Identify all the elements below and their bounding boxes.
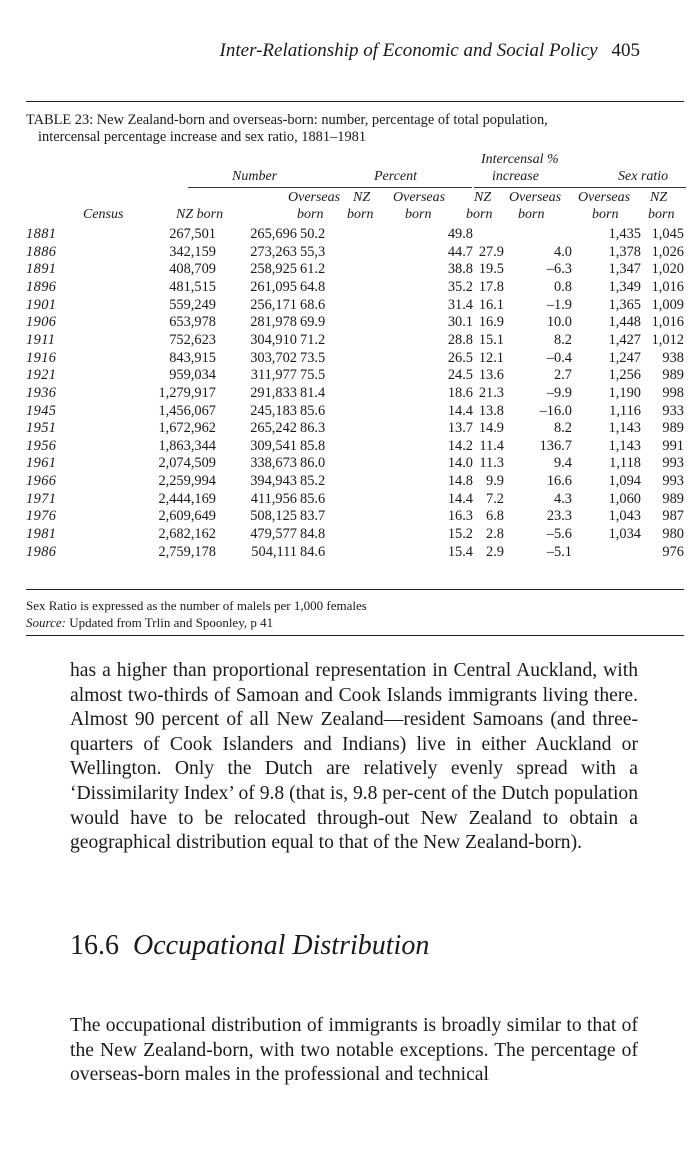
overseas-born-percent: 15.2 (447, 526, 473, 543)
rule-percent (300, 187, 472, 188)
overseas-born-percent: 14.2 (447, 437, 473, 454)
nz-born-percent: 55,3 (300, 243, 326, 260)
overseas-born-count: 258,925 (250, 261, 297, 278)
nz-sex-ratio: 989 (662, 367, 684, 384)
overseas-sex-ratio: 1,448 (608, 314, 641, 331)
nz-sex-ratio: 993 (662, 455, 684, 472)
col-ov-sex-2: born (592, 207, 619, 222)
section-title: Occupational Distribution (133, 930, 430, 961)
nz-born-increase: 16.1 (478, 296, 504, 313)
overseas-born-percent: 31.4 (447, 296, 473, 313)
overseas-born-increase: –9.9 (546, 384, 572, 401)
overseas-born-count: 504,111 (251, 543, 297, 560)
nz-born-count: 653,978 (169, 314, 216, 331)
nz-born-count: 559,249 (169, 296, 216, 313)
overseas-born-percent: 14.8 (447, 473, 473, 490)
col-nz-born: NZ born (176, 207, 224, 222)
col-nz-pct-2: born (347, 207, 374, 222)
nz-sex-ratio: 938 (662, 349, 684, 366)
paragraph-dissimilarity: has a higher than proportional representation in Central Auckland, with almost two-thirds of Samoan and Cook Islands immigrants living there. Almost 90 percent of all New Zealand—resident Samoans (and three-quarters of Cook Islanders and Indians) live in either Auckland or Wellington. Only the Dutch are relatively evenly spread with a ‘Dissimilarity Index’ of 9.8 (that is, 9.8 per-cent of the Dutch population would have to be relocated through-out New Zealand to obtain a geographical distribution equal to that of the New Zealand-born). (70, 660, 638, 854)
nz-born-percent: 75.5 (300, 367, 326, 384)
overseas-born-percent: 35.2 (447, 278, 473, 295)
nz-born-count: 408,709 (169, 261, 216, 278)
running-header-title: Inter-Relationship of Economic and Social Policy (219, 40, 598, 61)
nz-born-increase: 6.8 (486, 508, 504, 525)
nz-born-increase: 13.8 (478, 402, 504, 419)
overseas-born-percent: 26.5 (447, 349, 473, 366)
overseas-born-percent: 18.6 (447, 384, 473, 401)
table-row (26, 403, 686, 420)
overseas-born-count: 256,171 (250, 296, 297, 313)
overseas-born-increase: 136.7 (539, 437, 572, 454)
overseas-sex-ratio: 1,427 (608, 331, 641, 348)
overseas-born-count: 309,541 (250, 437, 297, 454)
nz-sex-ratio: 933 (662, 402, 684, 419)
nz-sex-ratio: 1,016 (651, 278, 684, 295)
table-row (26, 385, 686, 402)
overseas-born-increase: –5.1 (546, 543, 572, 560)
overseas-sex-ratio: 1,347 (608, 261, 641, 278)
overseas-born-count: 394,943 (250, 473, 297, 490)
overseas-sex-ratio: 1,116 (609, 402, 641, 419)
overseas-born-percent: 44.7 (447, 243, 473, 260)
source-label: Source: (26, 615, 66, 630)
overseas-born-increase: –16.0 (539, 402, 572, 419)
nz-born-increase: 11.4 (479, 437, 504, 454)
nz-born-percent: 86.3 (300, 420, 326, 437)
overseas-born-increase: 4.3 (554, 490, 572, 507)
col-nz-sex-2: born (648, 207, 675, 222)
overseas-born-count: 311,977 (250, 367, 297, 384)
nz-born-count: 267,501 (169, 226, 216, 242)
overseas-born-count: 281,978 (250, 314, 297, 331)
nz-born-count: 843,915 (169, 349, 216, 366)
header-group-number: Number (232, 169, 278, 184)
nz-born-percent: 85.8 (300, 437, 326, 454)
nz-born-percent: 64.8 (300, 278, 326, 295)
census-year: 1891 (26, 261, 57, 278)
table-row (26, 226, 686, 243)
table-row (26, 544, 686, 561)
overseas-born-increase: 8.2 (554, 420, 572, 437)
overseas-born-percent: 16.3 (447, 508, 473, 525)
overseas-born-count: 291,833 (250, 384, 297, 401)
nz-sex-ratio: 1,016 (651, 314, 684, 331)
overseas-sex-ratio: 1,118 (609, 455, 641, 472)
nz-born-percent: 50.2 (300, 226, 326, 242)
census-year: 1951 (26, 420, 57, 437)
census-year: 1986 (26, 543, 57, 560)
census-year: 1901 (26, 296, 57, 313)
overseas-born-increase: –5.6 (546, 526, 572, 543)
overseas-born-percent: 49.8 (447, 226, 473, 242)
overseas-born-percent: 30.1 (447, 314, 473, 331)
census-year: 1916 (26, 349, 57, 366)
table-row (26, 261, 686, 278)
col-ov-pct-1: Overseas (393, 190, 446, 205)
nz-sex-ratio: 991 (662, 437, 684, 454)
nz-born-increase: 15.1 (478, 331, 504, 348)
sex-ratio-note: Sex Ratio is expressed as the number of malels per 1,000 females (26, 598, 367, 613)
overseas-born-increase: –1.9 (546, 296, 572, 313)
overseas-born-increase: 10.0 (546, 314, 572, 331)
paragraph-occupational: The occupational distribution of immigrants is broadly similar to that of the New Zealand-born, with two notable exceptions. The percentage of overseas-born males in the professional and technical (70, 1015, 638, 1086)
census-year: 1886 (26, 243, 57, 260)
overseas-born-percent: 13.7 (447, 420, 473, 437)
nz-born-increase: 17.8 (478, 278, 504, 295)
nz-sex-ratio: 976 (662, 543, 684, 560)
nz-sex-ratio: 1,026 (651, 243, 684, 260)
overseas-born-count: 273,263 (250, 243, 297, 260)
col-ov-pct-2: born (405, 207, 432, 222)
col-census: Census (83, 207, 124, 222)
overseas-born-increase: 8.2 (554, 331, 572, 348)
nz-born-increase: 16.9 (478, 314, 504, 331)
census-year: 1971 (26, 490, 57, 507)
overseas-sex-ratio: 1,365 (608, 296, 641, 313)
nz-sex-ratio: 1,020 (651, 261, 684, 278)
table-row (26, 473, 686, 490)
nz-sex-ratio: 1,009 (651, 296, 684, 313)
table-row (26, 350, 686, 367)
table-caption-line-2: intercensal percentage increase and sex ratio, 1881–1981 (38, 129, 367, 145)
nz-born-count: 2,259,994 (158, 473, 216, 490)
overseas-sex-ratio: 1,435 (608, 226, 641, 242)
overseas-born-increase: 2.7 (554, 367, 572, 384)
overseas-born-count: 411,956 (250, 490, 297, 507)
nz-born-count: 2,074,509 (158, 455, 216, 472)
nz-born-count: 342,159 (169, 243, 216, 260)
nz-born-increase: 21.3 (478, 384, 504, 401)
nz-sex-ratio: 989 (662, 420, 684, 437)
col-ov-sex-1: Overseas (578, 190, 631, 205)
col-overseas-born-1: Overseas (288, 190, 341, 205)
census-year: 1881 (26, 226, 57, 242)
nz-born-count: 1,456,067 (158, 402, 216, 419)
overseas-born-percent: 14.4 (447, 490, 473, 507)
table-row (26, 491, 686, 508)
overseas-born-increase: 16.6 (546, 473, 572, 490)
nz-born-count: 1,863,344 (158, 437, 216, 454)
overseas-sex-ratio: 1,143 (608, 420, 641, 437)
nz-sex-ratio: 980 (662, 526, 684, 543)
overseas-sex-ratio: 1,378 (608, 243, 641, 260)
nz-born-percent: 85.2 (300, 473, 326, 490)
table-row (26, 455, 686, 472)
nz-born-percent: 84.6 (300, 543, 326, 560)
notes-rule (26, 635, 684, 636)
census-year: 1921 (26, 367, 57, 384)
table-bottom-rule (26, 589, 684, 590)
nz-born-count: 752,623 (169, 331, 216, 348)
col-nz-pct-1: NZ (353, 190, 371, 205)
overseas-born-percent: 15.4 (447, 543, 473, 560)
nz-born-percent: 69.9 (300, 314, 326, 331)
census-year: 1981 (26, 526, 57, 543)
census-year: 1956 (26, 437, 57, 454)
nz-born-count: 2,444,169 (158, 490, 216, 507)
section-number: 16.6 (70, 930, 119, 961)
overseas-sex-ratio: 1,060 (608, 490, 641, 507)
nz-born-percent: 81.4 (300, 384, 326, 401)
nz-born-count: 481,515 (169, 278, 216, 295)
nz-born-percent: 85.6 (300, 402, 326, 419)
overseas-born-increase: –0.4 (546, 349, 572, 366)
col-ov-inc-2: born (518, 207, 545, 222)
section-heading (70, 930, 429, 962)
nz-born-increase: 27.9 (478, 243, 504, 260)
overseas-born-count: 265,242 (250, 420, 297, 437)
overseas-born-count: 303,702 (250, 349, 297, 366)
overseas-sex-ratio: 1,034 (608, 526, 641, 543)
nz-born-percent: 85.6 (300, 490, 326, 507)
nz-born-percent: 86.0 (300, 455, 326, 472)
nz-born-percent: 73.5 (300, 349, 326, 366)
col-nz-inc-2: born (466, 207, 493, 222)
nz-sex-ratio: 989 (662, 490, 684, 507)
census-year: 1966 (26, 473, 57, 490)
table-row (26, 508, 686, 525)
nz-born-count: 1,279,917 (158, 384, 216, 401)
overseas-born-percent: 28.8 (447, 331, 473, 348)
nz-sex-ratio: 993 (662, 473, 684, 490)
overseas-born-count: 338,673 (250, 455, 297, 472)
rule-sex-ratio (576, 187, 686, 188)
table-row (26, 438, 686, 455)
table-row (26, 244, 686, 261)
overseas-sex-ratio: 1,247 (608, 349, 641, 366)
overseas-born-increase: –6.3 (546, 261, 572, 278)
nz-born-percent: 71.2 (300, 331, 326, 348)
overseas-born-count: 261,095 (250, 278, 297, 295)
nz-sex-ratio: 998 (662, 384, 684, 401)
overseas-born-increase: 4.0 (554, 243, 572, 260)
overseas-born-percent: 38.8 (447, 261, 473, 278)
census-year: 1911 (26, 331, 56, 348)
header-group-percent: Percent (374, 169, 418, 184)
table-row (26, 367, 686, 384)
header-intercensal-2: increase (492, 169, 539, 184)
nz-born-count: 1,672,962 (158, 420, 216, 437)
nz-born-percent: 84.8 (300, 526, 326, 543)
census-year: 1906 (26, 314, 57, 331)
nz-born-increase: 7.2 (486, 490, 504, 507)
overseas-sex-ratio: 1,256 (608, 367, 641, 384)
census-year: 1936 (26, 384, 57, 401)
nz-born-percent: 68.6 (300, 296, 326, 313)
col-overseas-born-2: born (297, 207, 324, 222)
nz-sex-ratio: 1,012 (651, 331, 684, 348)
census-year: 1961 (26, 455, 57, 472)
overseas-born-percent: 14.0 (447, 455, 473, 472)
nz-born-increase: 11.3 (479, 455, 504, 472)
running-header (200, 40, 640, 62)
table-row (26, 526, 686, 543)
header-intercensal-1: Intercensal % (481, 152, 559, 167)
overseas-sex-ratio: 1,043 (608, 508, 641, 525)
table-row (26, 332, 686, 349)
nz-born-percent: 61.2 (300, 261, 326, 278)
overseas-sex-ratio: 1,094 (608, 473, 641, 490)
nz-born-increase: 14.9 (478, 420, 504, 437)
nz-sex-ratio: 987 (662, 508, 684, 525)
nz-born-increase: 9.9 (486, 473, 504, 490)
table-caption-line-1: TABLE 23: New Zealand-born and overseas-born: number, percentage of total population, (26, 112, 548, 128)
table-notes (26, 597, 367, 631)
overseas-born-increase: 0.8 (554, 278, 572, 295)
overseas-born-count: 304,910 (250, 331, 297, 348)
overseas-sex-ratio: 1,349 (608, 278, 641, 295)
nz-born-percent: 83.7 (300, 508, 326, 525)
table-row (26, 420, 686, 437)
nz-born-count: 959,034 (169, 367, 216, 384)
table-row (26, 279, 686, 296)
nz-born-count: 2,759,178 (158, 543, 216, 560)
nz-born-increase: 2.9 (486, 543, 504, 560)
table-row (26, 297, 686, 314)
nz-born-increase: 19.5 (478, 261, 504, 278)
overseas-born-increase: 23.3 (546, 508, 572, 525)
census-year: 1896 (26, 278, 57, 295)
overseas-born-percent: 14.4 (447, 402, 473, 419)
census-year: 1976 (26, 508, 57, 525)
source-text: Updated from Trlin and Spoonley, p 41 (65, 615, 274, 630)
table-row (26, 314, 686, 331)
overseas-sex-ratio: 1,190 (608, 384, 641, 401)
nz-born-count: 2,609,649 (158, 508, 216, 525)
table-caption (26, 112, 686, 146)
table-top-rule (26, 101, 684, 102)
overseas-born-count: 508,125 (250, 508, 297, 525)
nz-born-increase: 2.8 (486, 526, 504, 543)
overseas-born-count: 265,696 (250, 226, 297, 242)
overseas-born-percent: 24.5 (447, 367, 473, 384)
overseas-born-increase: 9.4 (554, 455, 572, 472)
nz-born-count: 2,682,162 (158, 526, 216, 543)
nz-born-increase: 12.1 (478, 349, 504, 366)
page-number: 405 (611, 40, 640, 61)
header-group-sex-ratio: Sex ratio (618, 169, 669, 184)
overseas-born-count: 479,577 (250, 526, 297, 543)
nz-sex-ratio: 1,045 (651, 226, 684, 242)
nz-born-increase: 13.6 (478, 367, 504, 384)
col-ov-inc-1: Overseas (509, 190, 562, 205)
col-nz-inc-1: NZ (474, 190, 492, 205)
col-nz-sex-1: NZ (650, 190, 668, 205)
overseas-sex-ratio: 1,143 (608, 437, 641, 454)
census-year: 1945 (26, 402, 57, 419)
overseas-born-count: 245,183 (250, 402, 297, 419)
